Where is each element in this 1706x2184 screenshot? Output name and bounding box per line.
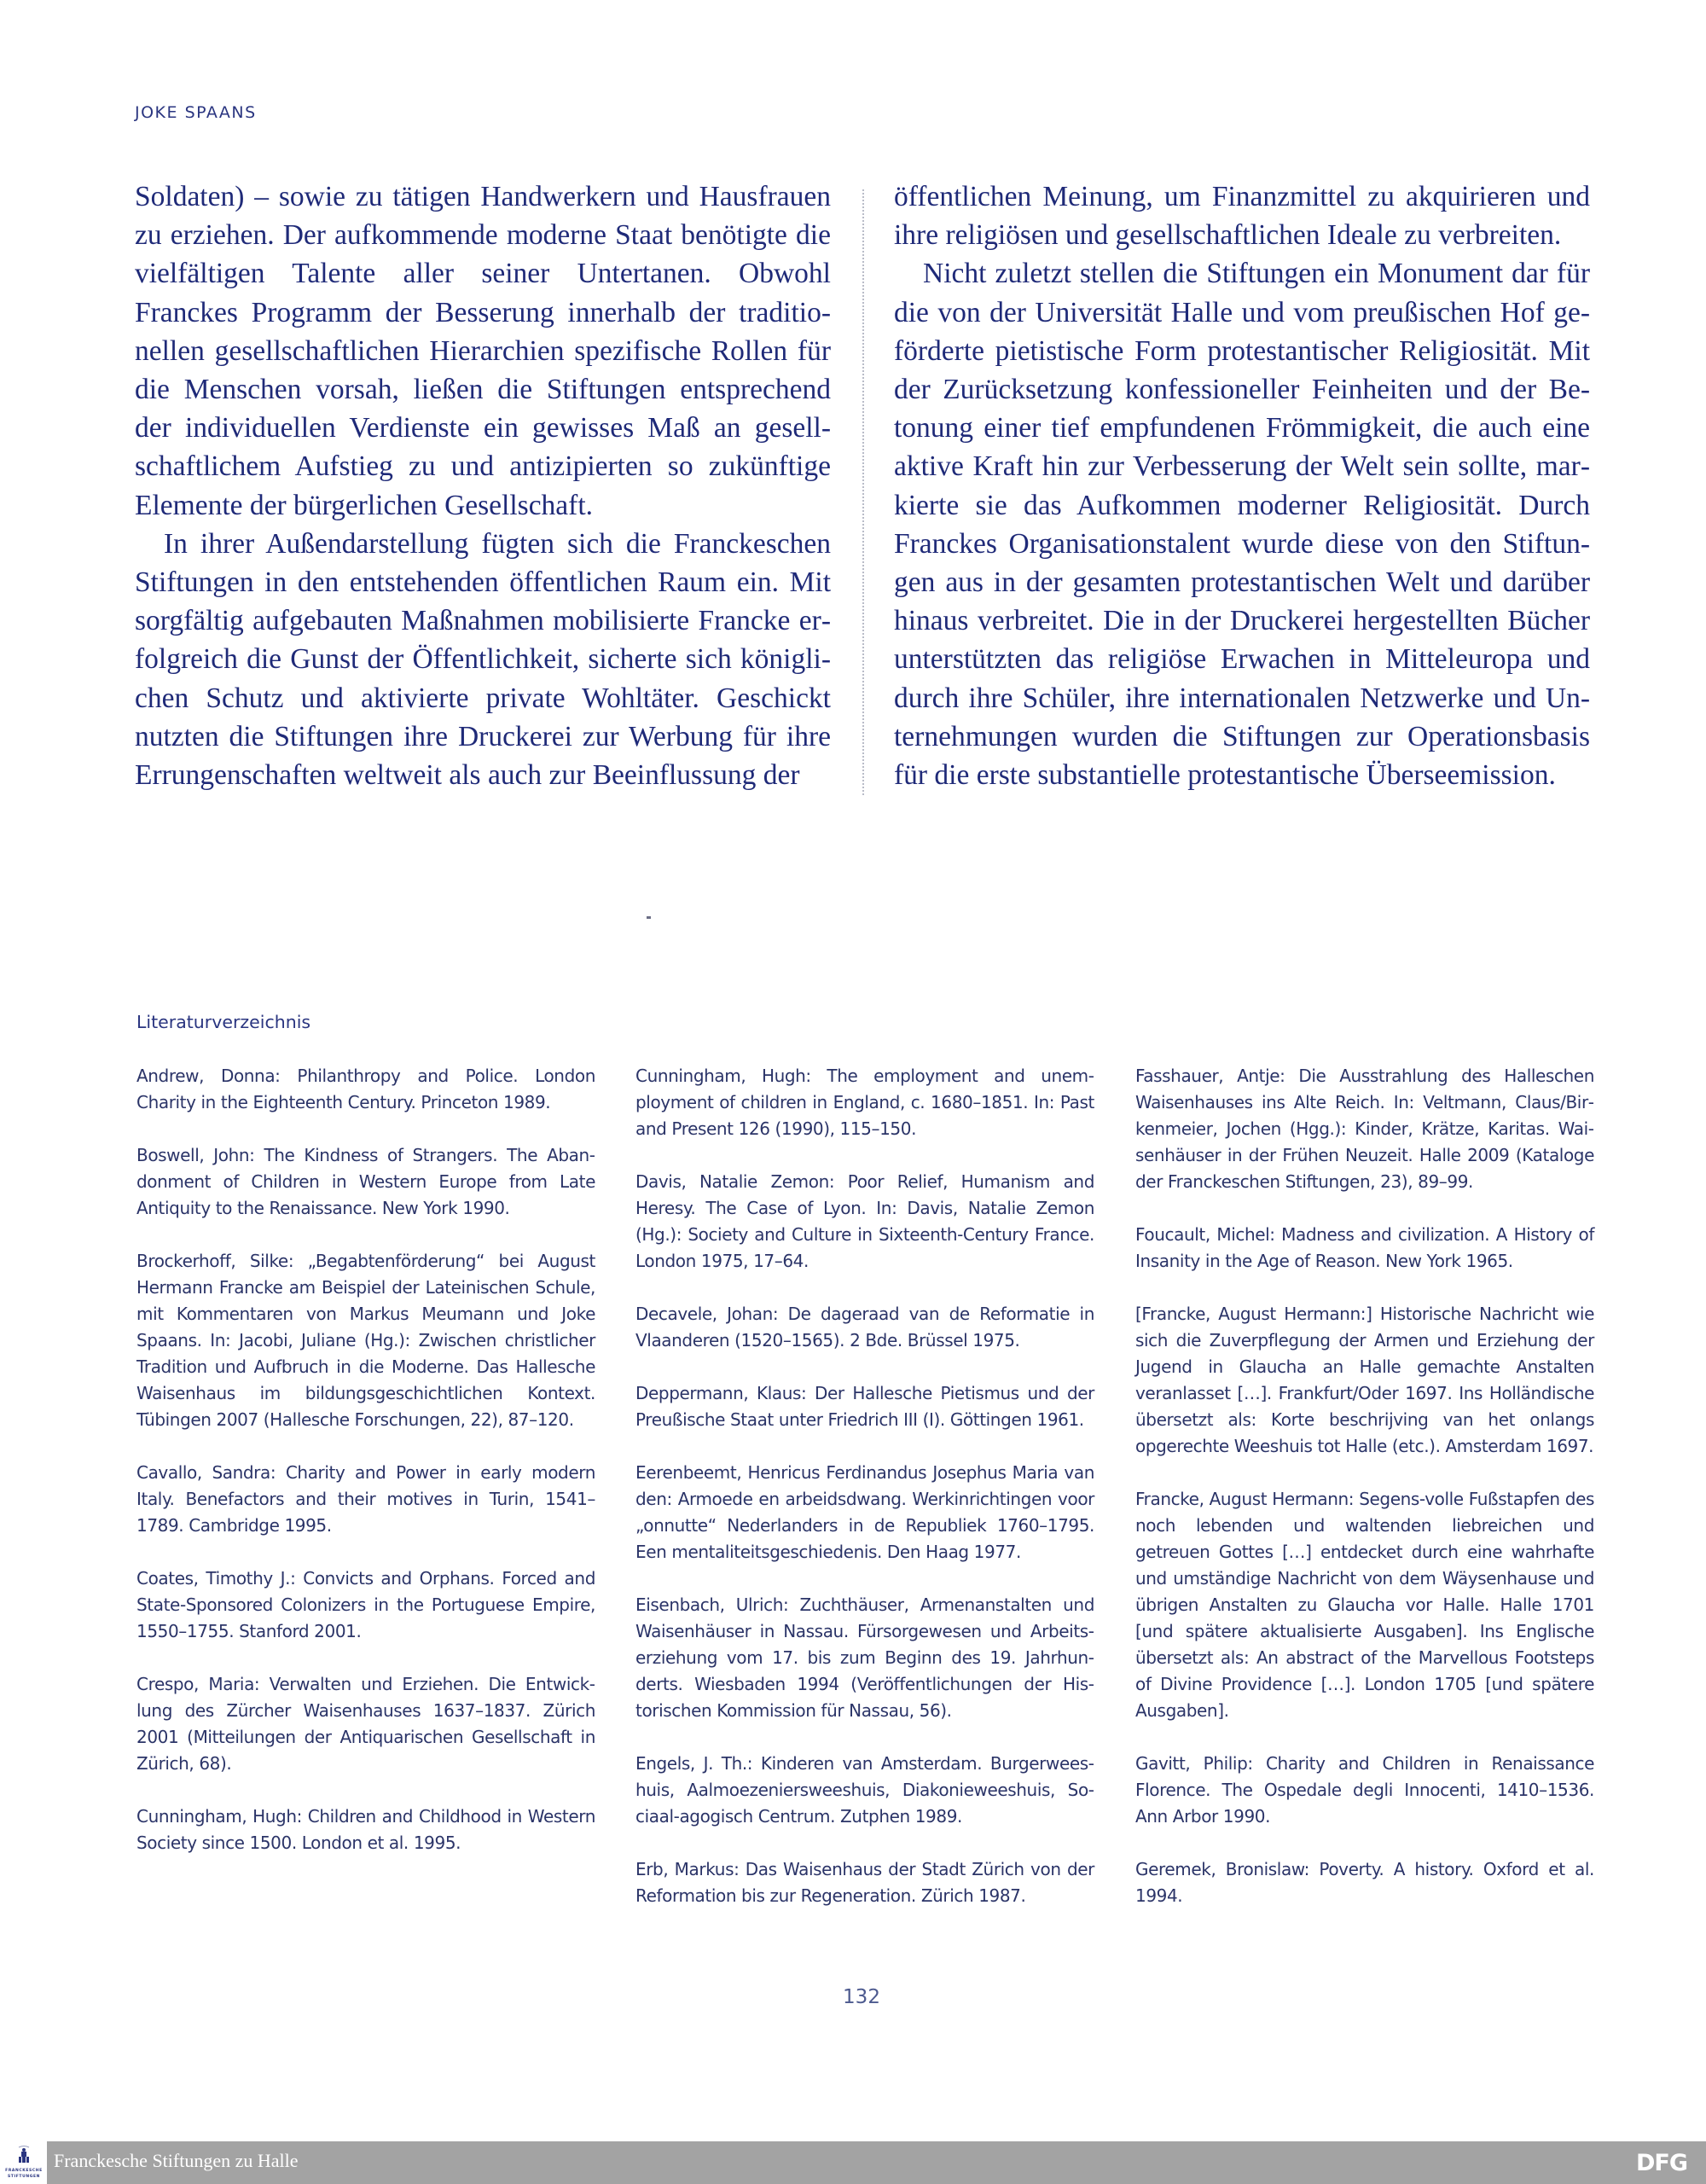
body-text-left-column xyxy=(135,177,831,794)
body-text-right-column xyxy=(894,177,1590,794)
franckesche-stiftungen-logo xyxy=(2,2143,46,2182)
body-paragraph: öffentlichen Meinung, um Finanzmittel zu akquirieren und ihre religiösen und gesellschaftlichen Ideale zu verbreiten. xyxy=(894,181,1590,252)
bibliography-entry: Eisenbach, Ulrich: Zuchthäuser, Armenanstalten und Waisenhäuser in Nassau. Fürsorgewesen und Arbeitserziehung vom 17. bis zum Beginn des 19. Jahrhunderts. Wiesbaden 1994 (Veröffentlichungen der Historischen Kommission für Nassau, 56). xyxy=(635,1594,1094,1721)
running-head-author: JOKE SPAANS xyxy=(135,103,257,122)
bibliography-entry: Boswell, John: The Kindness of Strangers. The Abandonment of Children in Western Europe from Late Antiquity to the Renaissance. New York 1990. xyxy=(136,1145,595,1218)
bibliography-column-2 xyxy=(635,1063,1094,1936)
bibliography-entry: Coates, Timothy J.: Convicts and Orphans. Forced and State-Sponsored Colonizers in the Portuguese Empire, 1550–1755. Stanford 2001. xyxy=(136,1568,595,1641)
bibliography-entry: Francke, August Hermann: Segens-volle Fußstapfen des noch lebenden und waltenden liebreichen und getreuen Gottes […] entdecket durch eine wahrhafte und umständige Nachricht von dem Wäysenhause und übrigen Anstalten zu Glaucha vor Halle. Halle 1701 [und spätere aktualisierte Ausgaben]. Ins Englische übersetzt als: An abstract of the Marvellous Footsteps of Divine Providence […]. London 1705 [und spätere Ausgaben]. xyxy=(1135,1489,1594,1721)
footer-bar xyxy=(47,2141,1706,2184)
bibliography-entry: Decavele, Johan: De dageraad van de Reformatie in Vlaanderen (1520–1565). 2 Bde. Brüssel 1975. xyxy=(635,1304,1094,1350)
page-number: 132 xyxy=(843,1986,880,2008)
body-paragraph: Nicht zuletzt stellen die Stiftungen ein Monument dar für die von der Universität Halle und vom preußischen Hof geförderte pietistische Form protestantischer Religiosität. Mit der Zurücksetzung konfessioneller Feinheiten und der Betonung einer tief empfundenen Frömmigkeit, die auch eine aktive Kraft hin zur Verbesserung der Welt sein sollte, markierte sie das Aufkommen moderner Religiosität. Durch Franckes Organisationstalent wurde diese von den Stiftungen aus in der gesamten protestantischen Welt und darüber hinaus verbreitet. Die in der Druckerei hergestellten Bücher unterstützten das religiöse Erwachen in Mitteleuropa und durch ihre Schüler, ihre internationalen Netzwerke und Unternehmungen wurden die Stiftungen zur Operationsbasis für die erste substantielle protestantische Überseemission. xyxy=(894,258,1590,792)
bibliography-entry: Engels, J. Th.: Kinderen van Amsterdam. Burgerweeshuis, Aalmoezeniersweeshuis, Diakonieweeshuis, Sociaal-agogisch Centrum. Zutphen 1989. xyxy=(635,1753,1094,1827)
bibliography-entry: Brockerhoff, Silke: „Begabtenförderung“ bei August Hermann Francke am Beispiel der Lateinischen Schule, mit Kommentaren von Markus Meumann und Joke Spaans. In: Jacobi, Juliane (Hg.): Zwischen christlicher Tradition und Aufbruch in die Moderne. Das Hallesche Waisenhaus im bildungsgeschichtlichen Kontext. Tübingen 2007 (Hallesche Forschungen, 22), 87–120. xyxy=(136,1251,595,1430)
bibliography-entry: Deppermann, Klaus: Der Hallesche Pietismus und der Preußische Staat unter Friedrich III (I). Göttingen 1961. xyxy=(635,1383,1094,1430)
bibliography-column-3 xyxy=(1135,1063,1594,1936)
body-paragraph: In ihrer Außendarstellung fügten sich die Franckeschen Stiftungen in den entstehenden öffentlichen Raum ein. Mit sorgfältig aufgebauten Maßnahmen mobilisierte Francke erfolgreich die Gunst der Öffentlichkeit, sicherte sich königlichen Schutz und aktivierte private Wohltäter. Geschickt nutzten die Stiftungen ihre Druckerei zur Werbung für ihre Errungenschaften weltweit als auch zur Beeinflussung der xyxy=(135,527,831,792)
bibliography-entry: Cunningham, Hugh: Children and Childhood in Western Society since 1500. London et al. 1995. xyxy=(136,1806,595,1853)
bibliography-entry: Fasshauer, Antje: Die Ausstrahlung des Halleschen Waisenhauses ins Alte Reich. In: Veltmann, Claus/Birkenmeier, Jochen (Hgg.): Kinder, Krätze, Karitas. Waisenhäuser in der Frühen Neuzeit. Halle 2009 (Kataloge der Franckeschen Stiftungen, 23), 89–99. xyxy=(1135,1066,1594,1192)
bibliography-entry: Foucault, Michel: Madness and civilization. A History of Insanity in the Age of Reason. New York 1965. xyxy=(1135,1224,1594,1271)
bibliography-entry: Davis, Natalie Zemon: Poor Relief, Humanism and Heresy. The Case of Lyon. In: Davis, Natalie Zemon (Hg.): Society and Culture in Sixteenth-Century France. London 1975, 17–64. xyxy=(635,1171,1094,1271)
scan-speck xyxy=(647,916,651,919)
body-paragraph: Soldaten) – sowie zu tätigen Handwerkern und Hausfrauen zu erziehen. Der aufkommende moderne Staat benötigte die vielfältigen Talente aller seiner Untertanen. Obwohl Franckes Programm der Besserung innerhalb der traditionellen gesellschaftlichen Hierarchien spezifische Rollen für die Menschen vorsah, ließen die Stiftungen entsprechend der individuellen Verdienste ein gewisses Maß an gesellschaftlichem Aufstieg zu und antizipierten so zukünftige Elemente der bürgerlichen Gesellschaft. xyxy=(135,181,831,521)
bibliography-entry: Crespo, Maria: Verwalten und Erziehen. Die Entwicklung des Zürcher Waisenhauses 1637–1837. Zürich 2001 (Mitteilungen der Antiquarischen Gesellschaft in Zürich, 68). xyxy=(136,1674,595,1774)
column-divider xyxy=(862,189,864,795)
bibliography-entry: Cunningham, Hugh: The employment and unemployment of children in England, c. 1680–1851. In: Past and Present 126 (1990), 115–150. xyxy=(635,1066,1094,1139)
bibliography-entry: Cavallo, Sandra: Charity and Power in early modern Italy. Benefactors and their motives in Turin, 1541–1789. Cambridge 1995. xyxy=(136,1462,595,1536)
bibliography-column-1 xyxy=(136,1063,595,1883)
bibliography-entry: Geremek, Bronislaw: Poverty. A history. Oxford et al. 1994. xyxy=(1135,1859,1594,1906)
institution-name: Franckesche Stiftungen zu Halle xyxy=(54,2150,299,2171)
bibliography-entry: Gavitt, Philip: Charity and Children in Renaissance Florence. The Ospedale degli Innocenti, 1410–1536. Ann Arbor 1990. xyxy=(1135,1753,1594,1827)
logo-text: FRANCKESCHE xyxy=(5,2169,43,2173)
statue-icon xyxy=(18,2145,30,2164)
bibliography-entry: Andrew, Donna: Philanthropy and Police. London Charity in the Eighteenth Century. Princeton 1989. xyxy=(136,1066,595,1112)
dfg-logo: DFG xyxy=(1635,2150,1687,2176)
bibliography-entry: Eerenbeemt, Henricus Ferdinandus Josephus Maria van den: Armoede en arbeidsdwang. Werkinrichtingen voor „onnutte“ Nederlanders in de Republiek 1760–1795. Een mentaliteitsgeschiedenis. Den Haag 1977. xyxy=(635,1462,1094,1562)
bibliography-heading: Literaturverzeichnis xyxy=(136,1012,311,1032)
bibliography-entry: Erb, Markus: Das Waisenhaus der Stadt Zürich von der Reformation bis zur Regeneration. Zürich 1987. xyxy=(635,1859,1094,1906)
logo-text: STIFTUNGEN xyxy=(7,2175,41,2179)
bibliography-entry: [Francke, August Hermann:] Historische Nachricht wie sich die Zuverpflegung der Armen und Erziehung der Jugend in Glaucha an Halle gemachte Anstalten veranlasset […]. Frankfurt/Oder 1697. Ins Holländische übersetzt als: Korte beschrijving van het onlangs opgerechte Weeshuis tot Halle (etc.). Amsterdam 1697. xyxy=(1135,1304,1594,1456)
